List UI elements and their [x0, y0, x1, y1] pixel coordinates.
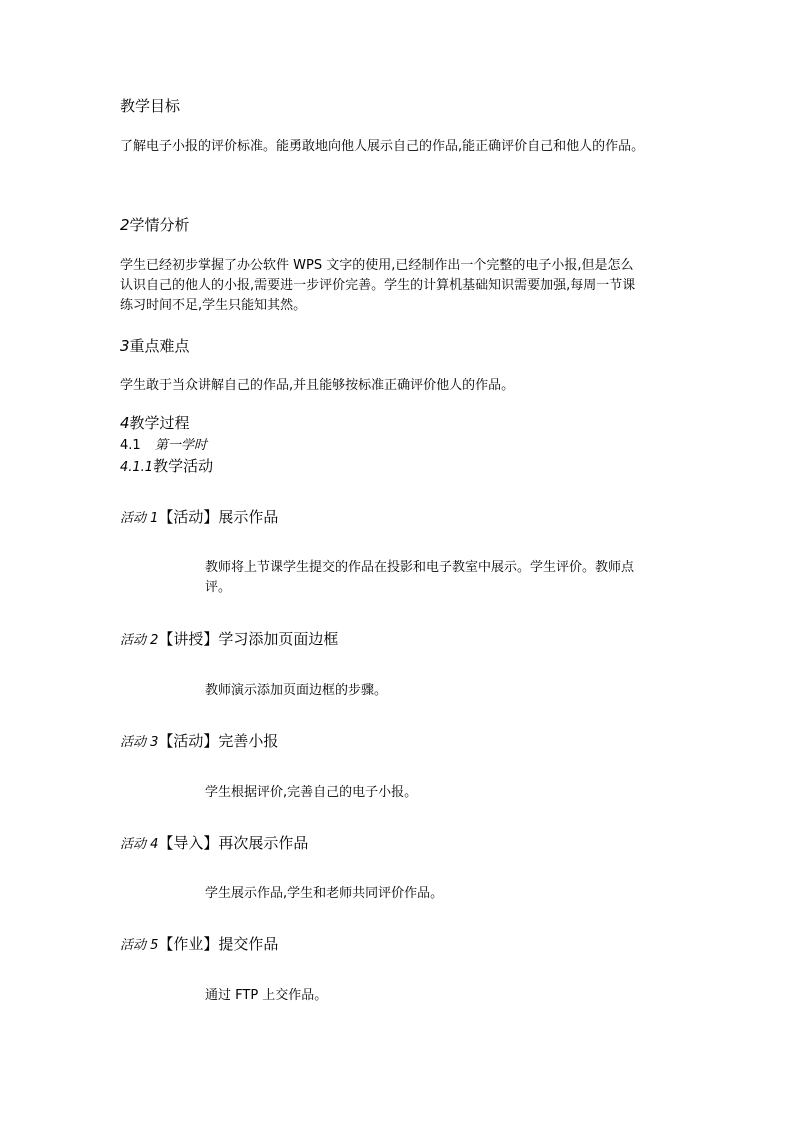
activity-label: 活动 5: [120, 938, 159, 953]
activity-title: 展示作品: [218, 508, 279, 526]
activity-tag: 【活动】: [158, 508, 219, 526]
activity-title: 提交作品: [218, 935, 279, 953]
section-key-title: 重点难点: [129, 337, 190, 355]
activity-label: 活动 2: [120, 633, 159, 648]
activity-label: 活动 4: [120, 837, 159, 852]
activity-3-heading: [120, 731, 278, 753]
activity-title: 学习添加页面边框: [218, 630, 339, 648]
section-analysis-body: [120, 256, 690, 316]
activity-tag: 【活动】: [158, 732, 219, 750]
activity-5-body: 通过 FTP 上交作品。: [205, 988, 328, 1003]
activity-5-heading: [120, 934, 278, 956]
section-analysis-title: 学情分析: [129, 216, 190, 234]
subsection-4-1-number: 4.1: [120, 438, 141, 453]
activity-4-body: 学生展示作品,学生和老师共同评价作品。: [205, 886, 444, 901]
activity-4-heading: [120, 833, 308, 855]
subsection-4-1-1-title: 教学活动: [153, 457, 214, 475]
activity-1-heading: [120, 507, 278, 529]
section-process-title: 教学过程: [129, 414, 190, 432]
activity-label: 活动 1: [120, 511, 159, 526]
section-analysis-number: 2: [120, 216, 130, 234]
activity-1-line: 评。: [205, 580, 232, 595]
section-key-heading: [120, 336, 190, 356]
section-process-heading: [120, 413, 190, 433]
section-key-body: 学生敢于当众讲解自己的作品,并且能够按标准正确评价他人的作品。: [120, 378, 515, 393]
analysis-line: 学生已经初步掌握了办公软件 WPS 文字的使用,已经制作出一个完整的电子小报,但是怎么: [120, 258, 634, 273]
activity-1-body: [205, 558, 685, 598]
analysis-line: 练习时间不足,学生只能知其然。: [120, 298, 307, 313]
section-goal-title: 教学目标: [120, 97, 181, 115]
activity-title: 再次展示作品: [218, 834, 309, 852]
activity-label: 活动 3: [120, 735, 159, 750]
analysis-line: 认识自己的他人的小报,需要进一步评价完善。学生的计算机基础知识需要加强,每周一节课: [120, 278, 636, 293]
activity-2-body: 教师演示添加页面边框的步骤。: [205, 683, 388, 698]
subsection-4-1-1: [120, 456, 213, 478]
activity-tag: 【导入】: [158, 834, 219, 852]
activity-tag: 【作业】: [158, 935, 219, 953]
subsection-4-1-title: 第一学时: [154, 438, 207, 453]
section-key-number: 3: [120, 337, 130, 355]
activity-1-line: 教师将上节课学生提交的作品在投影和电子教室中展示。学生评价。教师点: [205, 560, 635, 575]
subsection-4-1: [120, 436, 207, 456]
activity-2-heading: [120, 629, 338, 651]
section-analysis-heading: [120, 215, 190, 235]
activity-tag: 【讲授】: [158, 630, 219, 648]
subsection-4-1-1-number: 4.1.1: [120, 460, 154, 475]
section-goal-body: 了解电子小报的评价标准。能勇敢地向他人展示自己的作品,能正确评价自己和他人的作品。: [120, 139, 645, 154]
activity-3-body: 学生根据评价,完善自己的电子小报。: [205, 785, 418, 800]
section-process-number: 4: [120, 414, 130, 432]
activity-title: 完善小报: [218, 732, 279, 750]
